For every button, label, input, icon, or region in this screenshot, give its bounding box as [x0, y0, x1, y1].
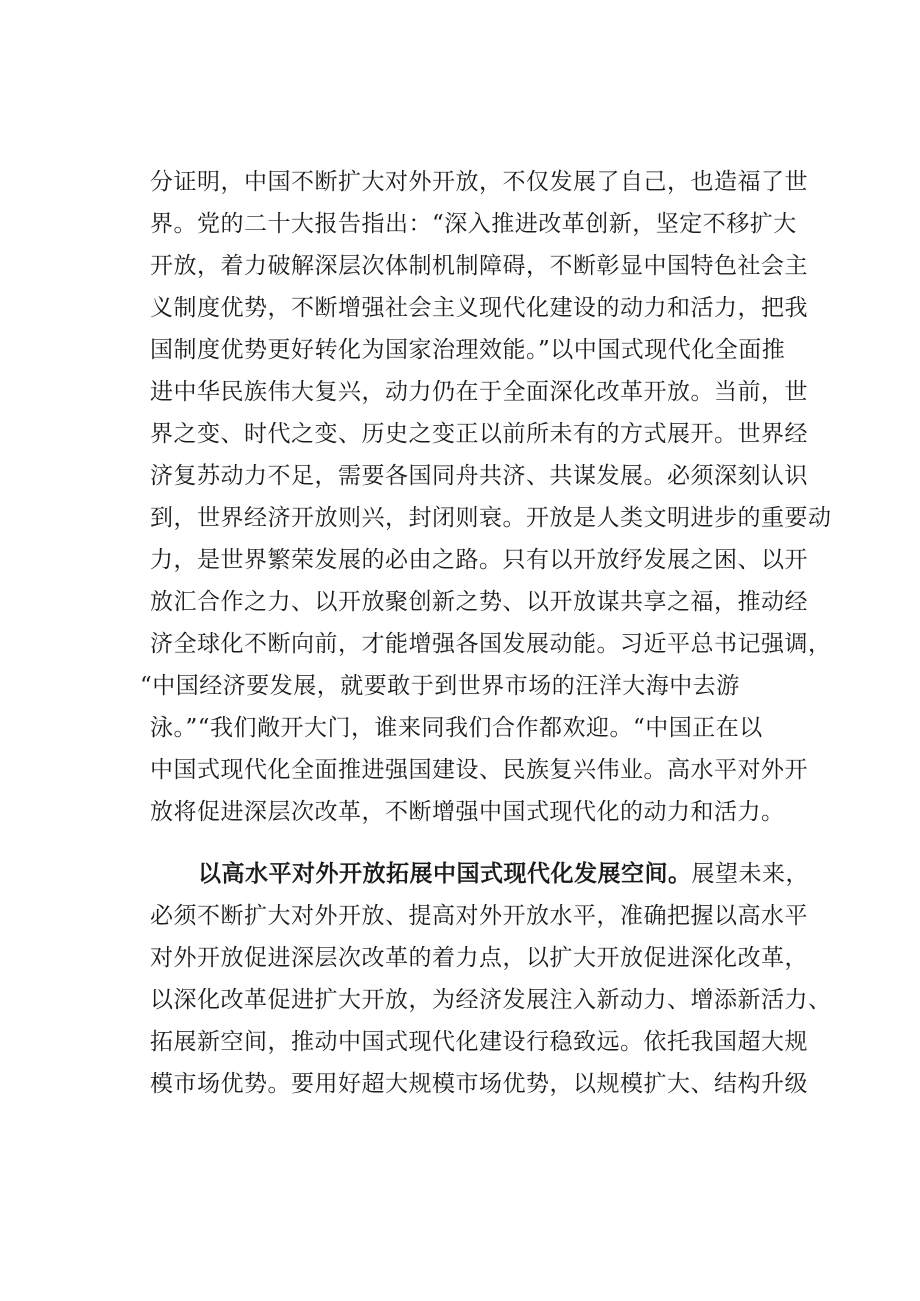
- paragraph-line: 开放，着力破解深层次体制机制障碍，不断彰显中国特色社会主: [150, 253, 808, 279]
- paragraph-line: 以深化改革促进扩大开放，为经济发展注入新动力、增添新活力、: [150, 987, 832, 1013]
- paragraph-line: 拓展新空间，推动中国式现代化建设行稳致远。依托我国超大规: [150, 1029, 808, 1055]
- paragraph-line: 模市场优势。要用好超大规模市场优势，以规模扩大、结构升级: [150, 1071, 808, 1097]
- paragraph-line: 力，是世界繁荣发展的必由之路。只有以开放纾发展之困、以开: [150, 547, 808, 573]
- paragraph-line: 必须不断扩大对外开放、提高对外开放水平，准确把握以高水平: [150, 903, 808, 929]
- paragraph-line: 济全球化不断向前，才能增强各国发展动能。习近平总书记强调，: [150, 631, 832, 657]
- paragraph-line: 放将促进深层次改革，不断增强中国式现代化的动力和活力。: [150, 799, 785, 825]
- paragraph-line: “中国经济要发展，就要敢于到世界市场的汪洋大海中去游: [140, 673, 740, 699]
- paragraph-line: 到，世界经济开放则兴，封闭则衰。开放是人类文明进步的重要动: [150, 505, 832, 531]
- paragraph-line: 对外开放促进深层次改革的着力点，以扩大开放促进深化改革，: [150, 945, 808, 971]
- paragraph-line: 济复苏动力不足，需要各国同舟共济、共谋发展。必须深刻认识: [150, 463, 808, 489]
- paragraph-line: 泳。”“我们敞开大门，谁来同我们合作都欢迎。“中国正在以: [150, 715, 763, 741]
- paragraph-line: 界之变、时代之变、历史之变正以前所未有的方式展开。世界经: [150, 421, 808, 447]
- paragraph-line: 分证明，中国不断扩大对外开放，不仅发展了自己，也造福了世: [150, 169, 808, 195]
- paragraph-text: 展望未来，: [691, 861, 809, 887]
- paragraph-line: 义制度优势，不断增强社会主义现代化建设的动力和活力，把我: [150, 295, 808, 321]
- paragraph-2-first-line: [198, 859, 809, 889]
- section-heading: 以高水平对外开放拓展中国式现代化发展空间。: [198, 860, 692, 887]
- paragraph-line: 界。党的二十大报告指出：“深入推进改革创新，坚定不移扩大: [150, 211, 797, 237]
- paragraph-line: 进中华民族伟大复兴，动力仍在于全面深化改革开放。当前，世: [150, 379, 808, 405]
- paragraph-line: 国制度优势更好转化为国家治理效能。”以中国式现代化全面推: [150, 337, 786, 363]
- paragraph-line: 中国式现代化全面推进强国建设、民族复兴伟业。高水平对外开: [150, 757, 808, 783]
- paragraph-line: 放汇合作之力、以开放聚创新之势、以开放谋共享之福，推动经: [150, 589, 808, 615]
